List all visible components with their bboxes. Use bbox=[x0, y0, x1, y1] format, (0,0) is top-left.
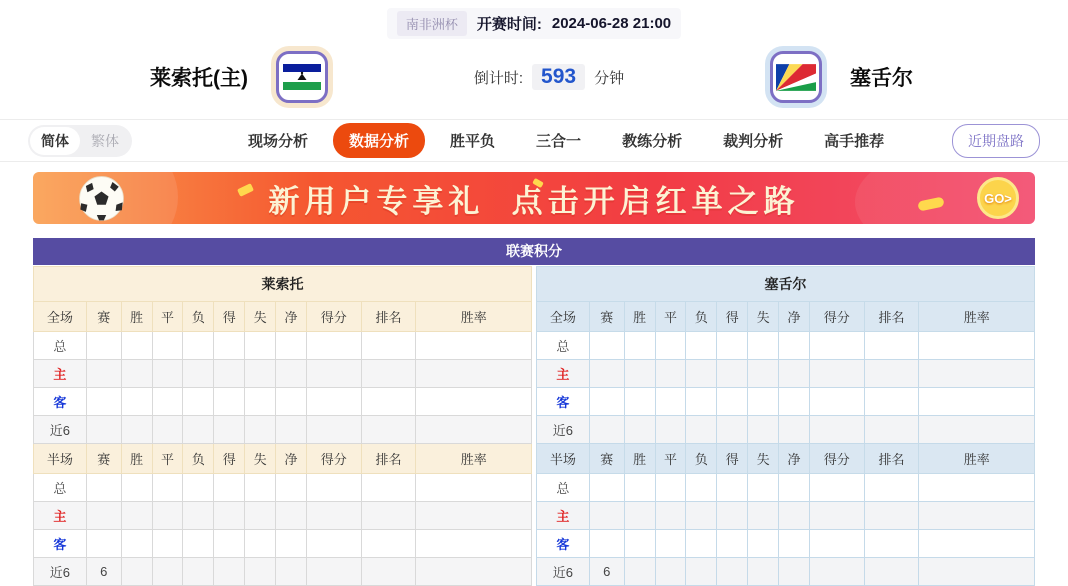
table-cell bbox=[306, 558, 361, 586]
table-cell bbox=[748, 502, 779, 530]
column-header-row bbox=[34, 302, 532, 332]
seychelles-flag-icon bbox=[770, 51, 822, 103]
table-cell bbox=[809, 388, 864, 416]
table-cell bbox=[306, 332, 361, 360]
confetti-decor bbox=[917, 196, 945, 211]
table-cell bbox=[245, 558, 276, 586]
match-header bbox=[0, 0, 1068, 119]
table-cell bbox=[361, 474, 416, 502]
table-cell bbox=[809, 416, 864, 444]
column-header: 负 bbox=[183, 302, 214, 332]
home-team-name: 莱索托(主) bbox=[150, 67, 248, 90]
column-header: 赛 bbox=[589, 302, 624, 332]
table-cell bbox=[589, 360, 624, 388]
table-cell bbox=[686, 388, 717, 416]
table-cell: 6 bbox=[589, 558, 624, 586]
column-header: 胜 bbox=[624, 302, 655, 332]
tab-live-analysis[interactable]: 现场分析 bbox=[248, 133, 309, 150]
table-cell bbox=[183, 416, 214, 444]
go-button[interactable]: GO> bbox=[977, 177, 1019, 219]
column-header: 得分 bbox=[306, 302, 361, 332]
table-cell bbox=[183, 502, 214, 530]
table-row bbox=[537, 416, 1035, 444]
table-row bbox=[34, 332, 532, 360]
row-label: 总 bbox=[34, 332, 87, 360]
column-header: 全场 bbox=[537, 302, 590, 332]
table-cell bbox=[809, 474, 864, 502]
table-cell bbox=[624, 558, 655, 586]
column-header: 胜 bbox=[121, 302, 152, 332]
table-cell bbox=[152, 530, 183, 558]
table-cell bbox=[589, 474, 624, 502]
table-cell bbox=[809, 360, 864, 388]
table-team-name: 塞舌尔 bbox=[537, 267, 1035, 302]
table-cell bbox=[276, 474, 307, 502]
column-header: 负 bbox=[183, 444, 214, 474]
column-header: 得 bbox=[717, 302, 748, 332]
tab-data-analysis[interactable]: 数据分析 bbox=[333, 123, 425, 158]
table-team-row bbox=[537, 267, 1035, 302]
table-cell bbox=[121, 360, 152, 388]
column-header: 胜 bbox=[121, 444, 152, 474]
table-cell bbox=[361, 530, 416, 558]
row-label: 客 bbox=[537, 388, 590, 416]
table-cell bbox=[152, 332, 183, 360]
row-label: 近6 bbox=[537, 416, 590, 444]
column-header: 胜率 bbox=[919, 444, 1035, 474]
table-cell bbox=[864, 502, 919, 530]
table-cell bbox=[86, 360, 121, 388]
table-cell bbox=[655, 474, 686, 502]
table-cell bbox=[717, 530, 748, 558]
table-cell bbox=[121, 474, 152, 502]
table-cell bbox=[717, 502, 748, 530]
table-cell bbox=[276, 332, 307, 360]
table-cell bbox=[361, 332, 416, 360]
column-header: 排名 bbox=[864, 444, 919, 474]
kickoff-info bbox=[387, 8, 681, 39]
language-toggle bbox=[28, 125, 132, 157]
table-row bbox=[537, 474, 1035, 502]
table-cell bbox=[86, 530, 121, 558]
row-label: 主 bbox=[537, 360, 590, 388]
confetti-decor bbox=[237, 183, 254, 197]
table-cell bbox=[276, 558, 307, 586]
table-cell bbox=[919, 530, 1035, 558]
table-cell bbox=[245, 530, 276, 558]
promo-banner[interactable] bbox=[33, 172, 1035, 224]
column-header: 失 bbox=[748, 444, 779, 474]
table-cell bbox=[624, 388, 655, 416]
table-cell bbox=[183, 558, 214, 586]
table-cell bbox=[864, 530, 919, 558]
table-cell bbox=[361, 502, 416, 530]
table-cell bbox=[686, 530, 717, 558]
table-cell bbox=[276, 530, 307, 558]
table-cell bbox=[717, 416, 748, 444]
column-header: 排名 bbox=[361, 302, 416, 332]
table-cell bbox=[717, 558, 748, 586]
table-cell bbox=[748, 332, 779, 360]
table-cell bbox=[361, 360, 416, 388]
row-label: 近6 bbox=[537, 558, 590, 586]
table-row bbox=[537, 502, 1035, 530]
home-team bbox=[150, 51, 328, 103]
table-cell bbox=[748, 530, 779, 558]
table-cell bbox=[245, 360, 276, 388]
column-header: 负 bbox=[686, 302, 717, 332]
table-cell bbox=[306, 416, 361, 444]
table-row bbox=[34, 416, 532, 444]
table-cell bbox=[306, 502, 361, 530]
table-cell bbox=[361, 388, 416, 416]
column-header: 平 bbox=[152, 444, 183, 474]
table-cell bbox=[416, 474, 532, 502]
table-cell bbox=[686, 558, 717, 586]
table-cell bbox=[416, 558, 532, 586]
lesotho-flag-icon bbox=[276, 51, 328, 103]
lang-traditional[interactable]: 繁体 bbox=[91, 132, 119, 149]
table-cell bbox=[306, 360, 361, 388]
league-tables bbox=[33, 266, 1035, 586]
table-cell bbox=[779, 502, 810, 530]
league-table-home bbox=[33, 266, 532, 586]
table-cell bbox=[624, 332, 655, 360]
column-header: 得 bbox=[214, 302, 245, 332]
column-header: 赛 bbox=[86, 444, 121, 474]
table-row bbox=[537, 332, 1035, 360]
table-cell bbox=[624, 502, 655, 530]
column-header: 失 bbox=[748, 302, 779, 332]
countdown-unit: 分钟 bbox=[594, 69, 625, 87]
table-cell bbox=[276, 360, 307, 388]
column-header: 净 bbox=[779, 444, 810, 474]
table-cell bbox=[245, 474, 276, 502]
column-header: 赛 bbox=[86, 302, 121, 332]
table-cell bbox=[361, 416, 416, 444]
table-cell bbox=[779, 416, 810, 444]
table-cell bbox=[589, 530, 624, 558]
table-row bbox=[34, 530, 532, 558]
row-label: 近6 bbox=[34, 558, 87, 586]
column-header: 失 bbox=[245, 302, 276, 332]
table-cell bbox=[864, 360, 919, 388]
table-cell bbox=[589, 416, 624, 444]
row-label: 近6 bbox=[34, 416, 87, 444]
table-cell bbox=[919, 502, 1035, 530]
column-header: 失 bbox=[245, 444, 276, 474]
table-cell bbox=[416, 416, 532, 444]
column-header: 得分 bbox=[809, 302, 864, 332]
tab-referee-analysis[interactable]: 裁判分析 bbox=[723, 133, 784, 150]
column-header: 胜率 bbox=[919, 302, 1035, 332]
table-cell bbox=[589, 332, 624, 360]
column-header: 排名 bbox=[864, 302, 919, 332]
table-cell bbox=[655, 558, 686, 586]
table-row bbox=[34, 388, 532, 416]
table-row bbox=[34, 558, 532, 586]
table-cell bbox=[152, 388, 183, 416]
column-header: 半场 bbox=[34, 444, 87, 474]
table-row bbox=[537, 530, 1035, 558]
table-cell bbox=[121, 416, 152, 444]
table-cell bbox=[779, 558, 810, 586]
table-cell bbox=[361, 558, 416, 586]
table-cell bbox=[748, 360, 779, 388]
column-header: 得 bbox=[717, 444, 748, 474]
table-cell bbox=[245, 388, 276, 416]
table-cell bbox=[214, 502, 245, 530]
table-cell bbox=[655, 360, 686, 388]
table-cell bbox=[624, 416, 655, 444]
table-cell bbox=[152, 474, 183, 502]
table-cell bbox=[589, 388, 624, 416]
league-points-section bbox=[33, 238, 1035, 586]
table-cell bbox=[306, 388, 361, 416]
table-cell bbox=[416, 502, 532, 530]
table-cell bbox=[416, 530, 532, 558]
countdown-label: 倒计时: bbox=[473, 69, 524, 87]
table-row bbox=[34, 360, 532, 388]
table-row bbox=[537, 558, 1035, 586]
table-cell bbox=[717, 332, 748, 360]
table-cell bbox=[864, 332, 919, 360]
table-cell bbox=[919, 360, 1035, 388]
table-cell bbox=[686, 332, 717, 360]
tab-coach-analysis[interactable]: 教练分析 bbox=[622, 133, 683, 150]
table-cell bbox=[214, 416, 245, 444]
row-label: 总 bbox=[537, 474, 590, 502]
table-cell bbox=[214, 388, 245, 416]
table-cell bbox=[416, 332, 532, 360]
table-row bbox=[537, 360, 1035, 388]
table-cell bbox=[655, 332, 686, 360]
column-header-row bbox=[537, 302, 1035, 332]
column-header: 胜率 bbox=[416, 444, 532, 474]
column-header: 胜 bbox=[624, 444, 655, 474]
table-cell bbox=[306, 530, 361, 558]
table-cell bbox=[121, 530, 152, 558]
table-cell bbox=[748, 388, 779, 416]
row-label: 总 bbox=[537, 332, 590, 360]
table-cell bbox=[919, 416, 1035, 444]
kickoff-label: 开赛时间: bbox=[476, 16, 542, 33]
league-table-away bbox=[536, 266, 1035, 586]
kickoff-time: 2024-06-28 21:00 bbox=[551, 15, 672, 32]
column-header: 净 bbox=[276, 444, 307, 474]
table-cell bbox=[864, 416, 919, 444]
table-cell bbox=[717, 388, 748, 416]
column-header: 得分 bbox=[306, 444, 361, 474]
tab-three-in-one[interactable]: 三合一 bbox=[536, 133, 582, 150]
table-cell bbox=[655, 530, 686, 558]
countdown-value: 593 bbox=[532, 64, 585, 90]
table-cell bbox=[86, 388, 121, 416]
table-cell bbox=[86, 332, 121, 360]
table-cell bbox=[809, 502, 864, 530]
table-cell bbox=[306, 474, 361, 502]
column-header: 排名 bbox=[361, 444, 416, 474]
table-cell bbox=[655, 416, 686, 444]
nav-bar bbox=[0, 119, 1068, 162]
away-team-name: 塞舌尔 bbox=[849, 67, 913, 90]
countdown bbox=[474, 64, 624, 90]
table-cell bbox=[809, 332, 864, 360]
row-label: 主 bbox=[537, 502, 590, 530]
table-cell bbox=[748, 558, 779, 586]
nav-tabs bbox=[232, 123, 900, 158]
table-cell bbox=[121, 558, 152, 586]
column-header: 净 bbox=[779, 302, 810, 332]
table-cell bbox=[779, 332, 810, 360]
table-cell bbox=[624, 474, 655, 502]
table-cell bbox=[183, 388, 214, 416]
table-cell bbox=[86, 474, 121, 502]
table-cell bbox=[121, 388, 152, 416]
column-header: 半场 bbox=[537, 444, 590, 474]
column-header: 赛 bbox=[589, 444, 624, 474]
table-cell bbox=[183, 360, 214, 388]
column-header: 得 bbox=[214, 444, 245, 474]
table-row bbox=[34, 474, 532, 502]
table-cell bbox=[624, 360, 655, 388]
row-label: 客 bbox=[34, 530, 87, 558]
table-cell bbox=[748, 474, 779, 502]
table-cell bbox=[748, 416, 779, 444]
table-cell bbox=[152, 502, 183, 530]
table-cell bbox=[717, 360, 748, 388]
table-cell bbox=[121, 502, 152, 530]
recent-odds-button[interactable]: 近期盘路 bbox=[952, 124, 1040, 158]
column-header: 胜率 bbox=[416, 302, 532, 332]
table-cell bbox=[152, 416, 183, 444]
column-header-row bbox=[34, 444, 532, 474]
banner-text: 新用户专享礼 点击开启红单之路 bbox=[268, 183, 800, 219]
table-cell bbox=[779, 388, 810, 416]
table-cell bbox=[686, 416, 717, 444]
table-cell bbox=[779, 530, 810, 558]
table-cell bbox=[864, 558, 919, 586]
away-team bbox=[770, 51, 913, 103]
table-cell bbox=[416, 388, 532, 416]
table-team-name: 莱索托 bbox=[34, 267, 532, 302]
table-cell bbox=[86, 416, 121, 444]
column-header: 净 bbox=[276, 302, 307, 332]
tab-expert-picks[interactable]: 高手推荐 bbox=[824, 133, 885, 150]
row-label: 客 bbox=[537, 530, 590, 558]
table-row bbox=[537, 388, 1035, 416]
table-cell bbox=[919, 558, 1035, 586]
table-cell bbox=[276, 416, 307, 444]
table-cell bbox=[864, 388, 919, 416]
table-cell bbox=[183, 530, 214, 558]
column-header-row bbox=[537, 444, 1035, 474]
table-cell bbox=[214, 558, 245, 586]
column-header: 平 bbox=[152, 302, 183, 332]
table-cell bbox=[152, 360, 183, 388]
column-header: 平 bbox=[655, 302, 686, 332]
table-cell: 6 bbox=[86, 558, 121, 586]
table-cell bbox=[779, 360, 810, 388]
table-cell bbox=[276, 388, 307, 416]
row-label: 客 bbox=[34, 388, 87, 416]
column-header: 平 bbox=[655, 444, 686, 474]
table-cell bbox=[686, 502, 717, 530]
table-cell bbox=[245, 416, 276, 444]
league-badge[interactable]: 南非洲杯 bbox=[397, 11, 467, 36]
table-cell bbox=[121, 332, 152, 360]
table-cell bbox=[717, 474, 748, 502]
table-row bbox=[34, 502, 532, 530]
table-cell bbox=[183, 474, 214, 502]
table-title: 联赛积分 bbox=[33, 238, 1035, 265]
table-cell bbox=[809, 558, 864, 586]
table-cell bbox=[919, 388, 1035, 416]
table-cell bbox=[655, 388, 686, 416]
table-cell bbox=[655, 502, 686, 530]
table-cell bbox=[214, 530, 245, 558]
table-cell bbox=[686, 360, 717, 388]
table-cell bbox=[919, 332, 1035, 360]
table-cell bbox=[214, 360, 245, 388]
table-team-row bbox=[34, 267, 532, 302]
table-cell bbox=[86, 502, 121, 530]
table-cell bbox=[214, 332, 245, 360]
table-cell bbox=[589, 502, 624, 530]
table-cell bbox=[245, 502, 276, 530]
table-cell bbox=[152, 558, 183, 586]
table-cell bbox=[416, 360, 532, 388]
column-header: 得分 bbox=[809, 444, 864, 474]
lang-simplified[interactable]: 简体 bbox=[30, 127, 80, 155]
table-cell bbox=[214, 474, 245, 502]
table-cell bbox=[245, 332, 276, 360]
tab-win-draw-loss[interactable]: 胜平负 bbox=[450, 133, 496, 150]
table-cell bbox=[276, 502, 307, 530]
row-label: 总 bbox=[34, 474, 87, 502]
table-cell bbox=[864, 474, 919, 502]
table-cell bbox=[919, 474, 1035, 502]
table-cell bbox=[809, 530, 864, 558]
table-cell bbox=[686, 474, 717, 502]
soccer-ball-icon bbox=[78, 175, 125, 222]
row-label: 主 bbox=[34, 360, 87, 388]
table-cell bbox=[779, 474, 810, 502]
table-cell bbox=[183, 332, 214, 360]
row-label: 主 bbox=[34, 502, 87, 530]
column-header: 负 bbox=[686, 444, 717, 474]
column-header: 全场 bbox=[34, 302, 87, 332]
table-cell bbox=[624, 530, 655, 558]
